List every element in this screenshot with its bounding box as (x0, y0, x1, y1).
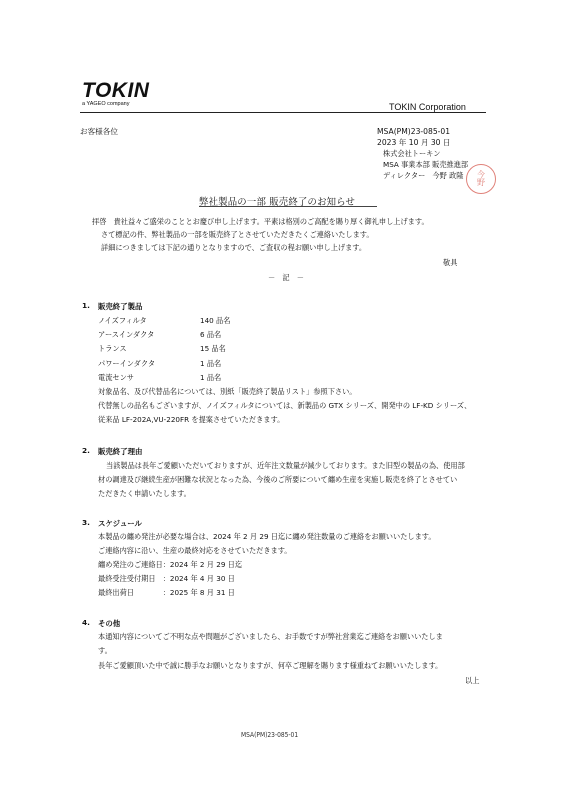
order-deadline: 纏め発注のご連絡日：2024 年 2 月 29 日迄 (98, 560, 243, 569)
doc-number: MSA(PM)23-085-01 (377, 127, 451, 136)
intro-line-3: 詳細につきましては下記の通りとなりますので、ご査収の程お願い申し上げます。 (101, 243, 367, 252)
section-3-number: 3. (82, 518, 90, 527)
document-title: 弊社製品の一部 販売終了のお知らせ (199, 197, 356, 208)
recipient: お客様各位 (80, 127, 118, 136)
section-2-line-2: 材の調達及び継続生産が困難な状況となった為、今後のご所要について纏め生産を実施し販売を終了とさせてい (98, 475, 458, 484)
product-name: パワーインダクタ (98, 359, 156, 368)
closing-ijou: 以上 (465, 676, 480, 685)
section-2-line-3: ただきたく申請いたします。 (98, 489, 191, 498)
intro-line-1: 拝啓 貴社益々ご盛栄のこととお慶び申し上げます。平素は格別のご高配を賜り厚く御礼申し上げます。 (92, 217, 429, 226)
product-name: トランス (98, 344, 127, 353)
stamp-char-bottom: 野 (477, 178, 485, 187)
section-1-note-2: 代替無しの品名もございますが、ノイズフィルタについては、新製品の GTX シリーズ、開発中の LF-KD シリーズ、 (98, 401, 472, 410)
sender-signer: ディレクター 今野 政隆 (383, 171, 464, 180)
title-underline (199, 206, 377, 207)
closing-keigu: 敬具 (443, 258, 458, 267)
section-2-line-1: 当該製品は長年ご愛顧いただいておりますが、近年注文数量が減少しております。また旧型の製品の為、使用部 (106, 461, 465, 470)
header-rule (80, 112, 486, 113)
final-shipment-date: 最終出荷日 ：2025 年 8 月 31 日 (98, 588, 235, 597)
corporation-name: TOKIN Corporation (389, 102, 466, 112)
section-4-line-2: す。 (98, 646, 112, 655)
section-3-line-1: 本製品の纏め発注が必要な場合は、2024 年 2 月 29 日迄に纏め発注数量のご連絡をお願いいたします。 (98, 532, 436, 541)
product-name: ノイズフィルタ (98, 316, 147, 325)
section-2-number: 2. (82, 446, 90, 455)
section-3-line-2: ご連絡内容に沿い、生産の最終対応をさせていただきます。 (98, 546, 292, 555)
company-logo: TOKIN (82, 79, 150, 102)
section-4-line-3: 長年ご愛顧頂いた中で誠に勝手なお願いとなりますが、何卒ご理解を賜ります様重ねてお願いいたします。 (98, 661, 443, 670)
stamp-char-top: 今 (477, 169, 485, 179)
personal-seal-stamp (466, 164, 496, 194)
product-count: 15 品名 (200, 344, 226, 353)
product-name: 電流センサ (98, 373, 134, 382)
sender-department: MSA 事業本部 販売推進部 (383, 160, 469, 169)
product-count: 1 品名 (200, 359, 222, 368)
product-count: 1 品名 (200, 373, 222, 382)
sender-company: 株式会社トーキン (383, 149, 441, 158)
product-name: アースインダクタ (98, 330, 155, 339)
section-4-heading: その他 (98, 619, 121, 628)
product-count: 6 品名 (200, 330, 222, 339)
ki-marker: － 記 － (268, 273, 304, 282)
section-3-heading: スケジュール (98, 519, 142, 528)
section-1-heading: 販売終了製品 (98, 302, 143, 311)
section-2-heading: 販売終了理由 (98, 447, 143, 456)
section-4-number: 4. (82, 618, 90, 627)
section-4-line-1: 本通知内容についてご不明な点や問題がございましたら、お手数ですが弊社営業迄ご連絡をお願いいたしま (98, 632, 443, 641)
section-1-number: 1. (82, 301, 90, 310)
section-1-note-1: 対象品名、及び代替品名については、別紙「販売終了製品リスト」参照下さい。 (98, 387, 357, 396)
doc-date: 2023 年 10 月 30 日 (377, 138, 451, 147)
section-1-note-3: 従来品 LF-202A,VU-220FR を提案させていただきます。 (98, 415, 285, 424)
logo-tagline: a YAGEO company (82, 101, 130, 107)
final-order-date: 最終受注受付期日 ：2024 年 4 月 30 日 (98, 574, 235, 583)
intro-line-2: さて標記の件、弊社製品の一部を販売終了とさせていただきたくご連絡いたします。 (101, 230, 374, 239)
footer-doc-number: MSA(PM)23-085-01 (241, 731, 299, 739)
product-count: 140 品名 (200, 316, 231, 325)
